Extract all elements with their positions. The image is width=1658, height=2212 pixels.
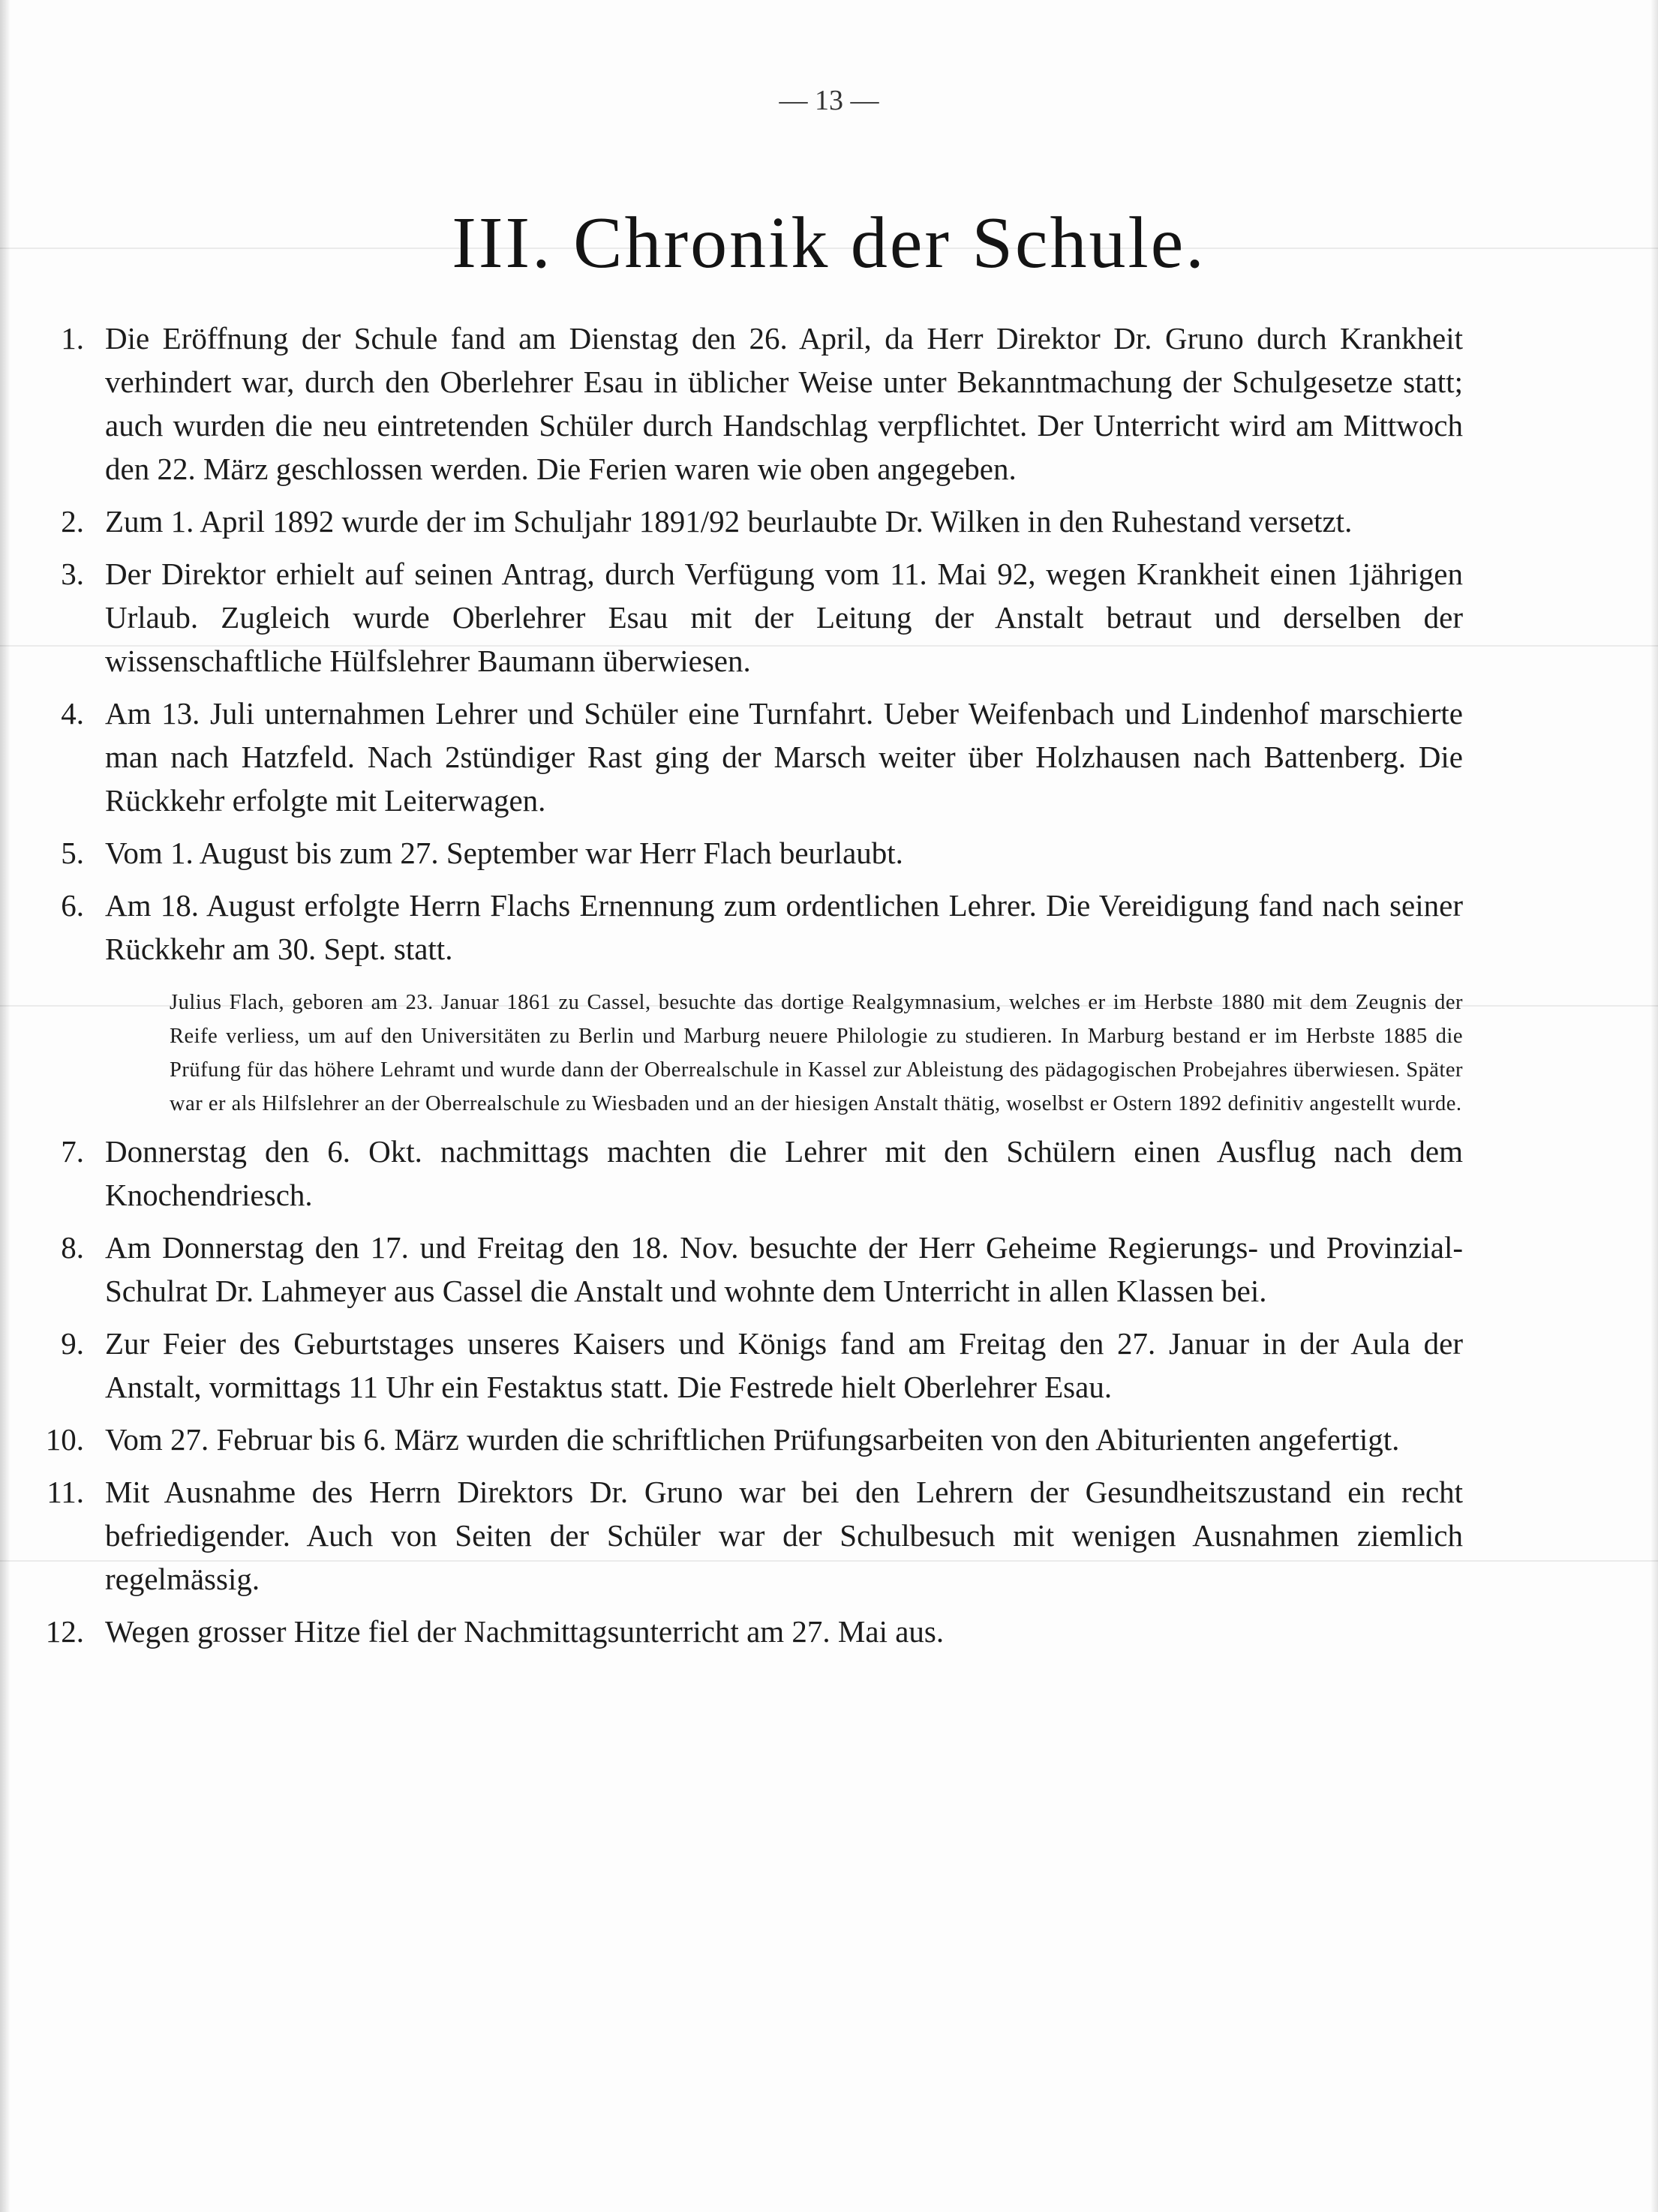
entry-text: Die Eröffnung der Schule fand am Dienstag den 26. April, da Herr Direktor Dr. Gruno durch Krankheit verhindert war, durch den Oberlehrer Esau in üblicher Weise unter Bekanntmachung der Schulgesetze statt; auch wurden die neu eintretenden Schüler durch Handschlag verpflichtet. Der Unterricht wird am Mittwoch den 22. März geschlossen werden. Die Ferien waren wie oben angegeben. [105, 321, 1463, 486]
entry-text: Donnerstag den 6. Okt. nachmittags machten die Lehrer mit den Schülern einen Ausflug nach dem Knochendriesch. [105, 1134, 1463, 1212]
entry-number: 9. [61, 1326, 84, 1361]
entry-text: Am 13. Juli unternahmen Lehrer und Schüler eine Turnfahrt. Ueber Weifenbach und Lindenhof marschierte man nach Hatzfeld. Nach 2stündiger Rast ging der Marsch weiter über Holzhausen nach Battenberg. Die Rückkehr erfolgte mit Leiterwagen. [105, 696, 1463, 818]
entry-number: 4. [61, 696, 84, 731]
entry-text: Mit Ausnahme des Herrn Direktors Dr. Gruno war bei den Lehrern der Gesundheitszustand ein recht befriedigender. Auch von Seiten der Schüler war der Schulbesuch mit wenigen Ausnahmen ziemlich regelmässig. [105, 1475, 1463, 1596]
entry-number: 7. [61, 1134, 84, 1169]
chronicle-entry-3 [47, 552, 1463, 683]
entry-text: Am Donnerstag den 17. und Freitag den 18. Nov. besuchte der Herr Geheime Regierungs- und Provinzial-Schulrat Dr. Lahmeyer aus Cassel die Anstalt und wohnte dem Unterricht in allen Klassen bei. [105, 1230, 1463, 1308]
entry-number: 2. [61, 504, 84, 539]
entry-number: 1. [61, 321, 84, 356]
scan-shadow-right [1650, 0, 1658, 2212]
page-title: III. Chronik der Schule. [452, 203, 1206, 284]
entry-text: Vom 27. Februar bis 6. März wurden die schriftlichen Prüfungsarbeiten von den Abiturienten angefertigt. [105, 1422, 1400, 1457]
chronicle-entry-11 [47, 1470, 1463, 1601]
chronicle-entry-6 [47, 884, 1463, 1121]
chronicle-entry-7 [47, 1130, 1463, 1217]
chronicle-entry-4 [47, 692, 1463, 822]
teacher-biography: Julius Flach, geboren am 23. Januar 1861 zu Cassel, besuchte das dortige Realgymnasium, welches er im Herbste 1880 mit dem Zeugnis der Reife verliess, um auf den Universitäten zu Berlin und Marburg neuere Philologie zu studieren. In Marburg bestand er im Herbste 1885 die Prüfung für das höhere Lehramt und wurde dann der Oberrealschule in Kassel zur Ableistung des pädagogischen Probejahres überwiesen. Später war er als Hilfslehrer an der Oberrealschule zu Wiesbaden und an der hiesigen Anstalt thätig, woselbst er Ostern 1892 definitiv angestellt wurde. [170, 991, 1463, 1115]
entry-number: 5. [61, 836, 84, 870]
entry-number: 11. [47, 1475, 84, 1509]
chronicle-entry-2 [47, 500, 1463, 543]
entry-text: Der Direktor erhielt auf seinen Antrag, durch Verfügung vom 11. Mai 92, wegen Krankheit einen 1jährigen Urlaub. Zugleich wurde Oberlehrer Esau mit der Leitung der Anstalt betraut und derselben der wissenschaftliche Hülfslehrer Baumann überwiesen. [105, 557, 1463, 678]
entry-number: 10. [45, 1422, 84, 1457]
entry-number: 6. [61, 888, 84, 923]
entry-number: 8. [61, 1230, 84, 1265]
chronicle-list [47, 317, 1463, 1662]
chronicle-entry-8 [47, 1226, 1463, 1313]
entry-text: Wegen grosser Hitze fiel der Nachmittagsunterricht am 27. Mai aus. [105, 1614, 945, 1649]
entry-number: 3. [61, 557, 84, 591]
entry-text: Zum 1. April 1892 wurde der im Schuljahr 1891/92 beurlaubte Dr. Wilken in den Ruhestand versetzt. [105, 504, 1353, 539]
entry-text: Am 18. August erfolgte Herrn Flachs Ernennung zum ordentlichen Lehrer. Die Vereidigung fand nach seiner Rückkehr am 30. Sept. statt. [105, 888, 1463, 966]
chronicle-entry-1 [47, 317, 1463, 491]
chronicle-entry-12 [47, 1610, 1463, 1653]
page-number: — 13 — [779, 85, 879, 116]
chronicle-entry-9 [47, 1322, 1463, 1409]
entry-text: Zur Feier des Geburtstages unseres Kaisers und Königs fand am Freitag den 27. Januar in der Aula der Anstalt, vormittags 11 Uhr ein Festaktus statt. Die Festrede hielt Oberlehrer Esau. [105, 1326, 1463, 1404]
entry-number: 12. [45, 1614, 84, 1649]
chronicle-entry-10 [47, 1418, 1463, 1461]
entry-text: Vom 1. August bis zum 27. September war Herr Flach beurlaubt. [105, 836, 903, 870]
chronicle-entry-5 [47, 831, 1463, 875]
scan-shadow-left [0, 0, 11, 2212]
